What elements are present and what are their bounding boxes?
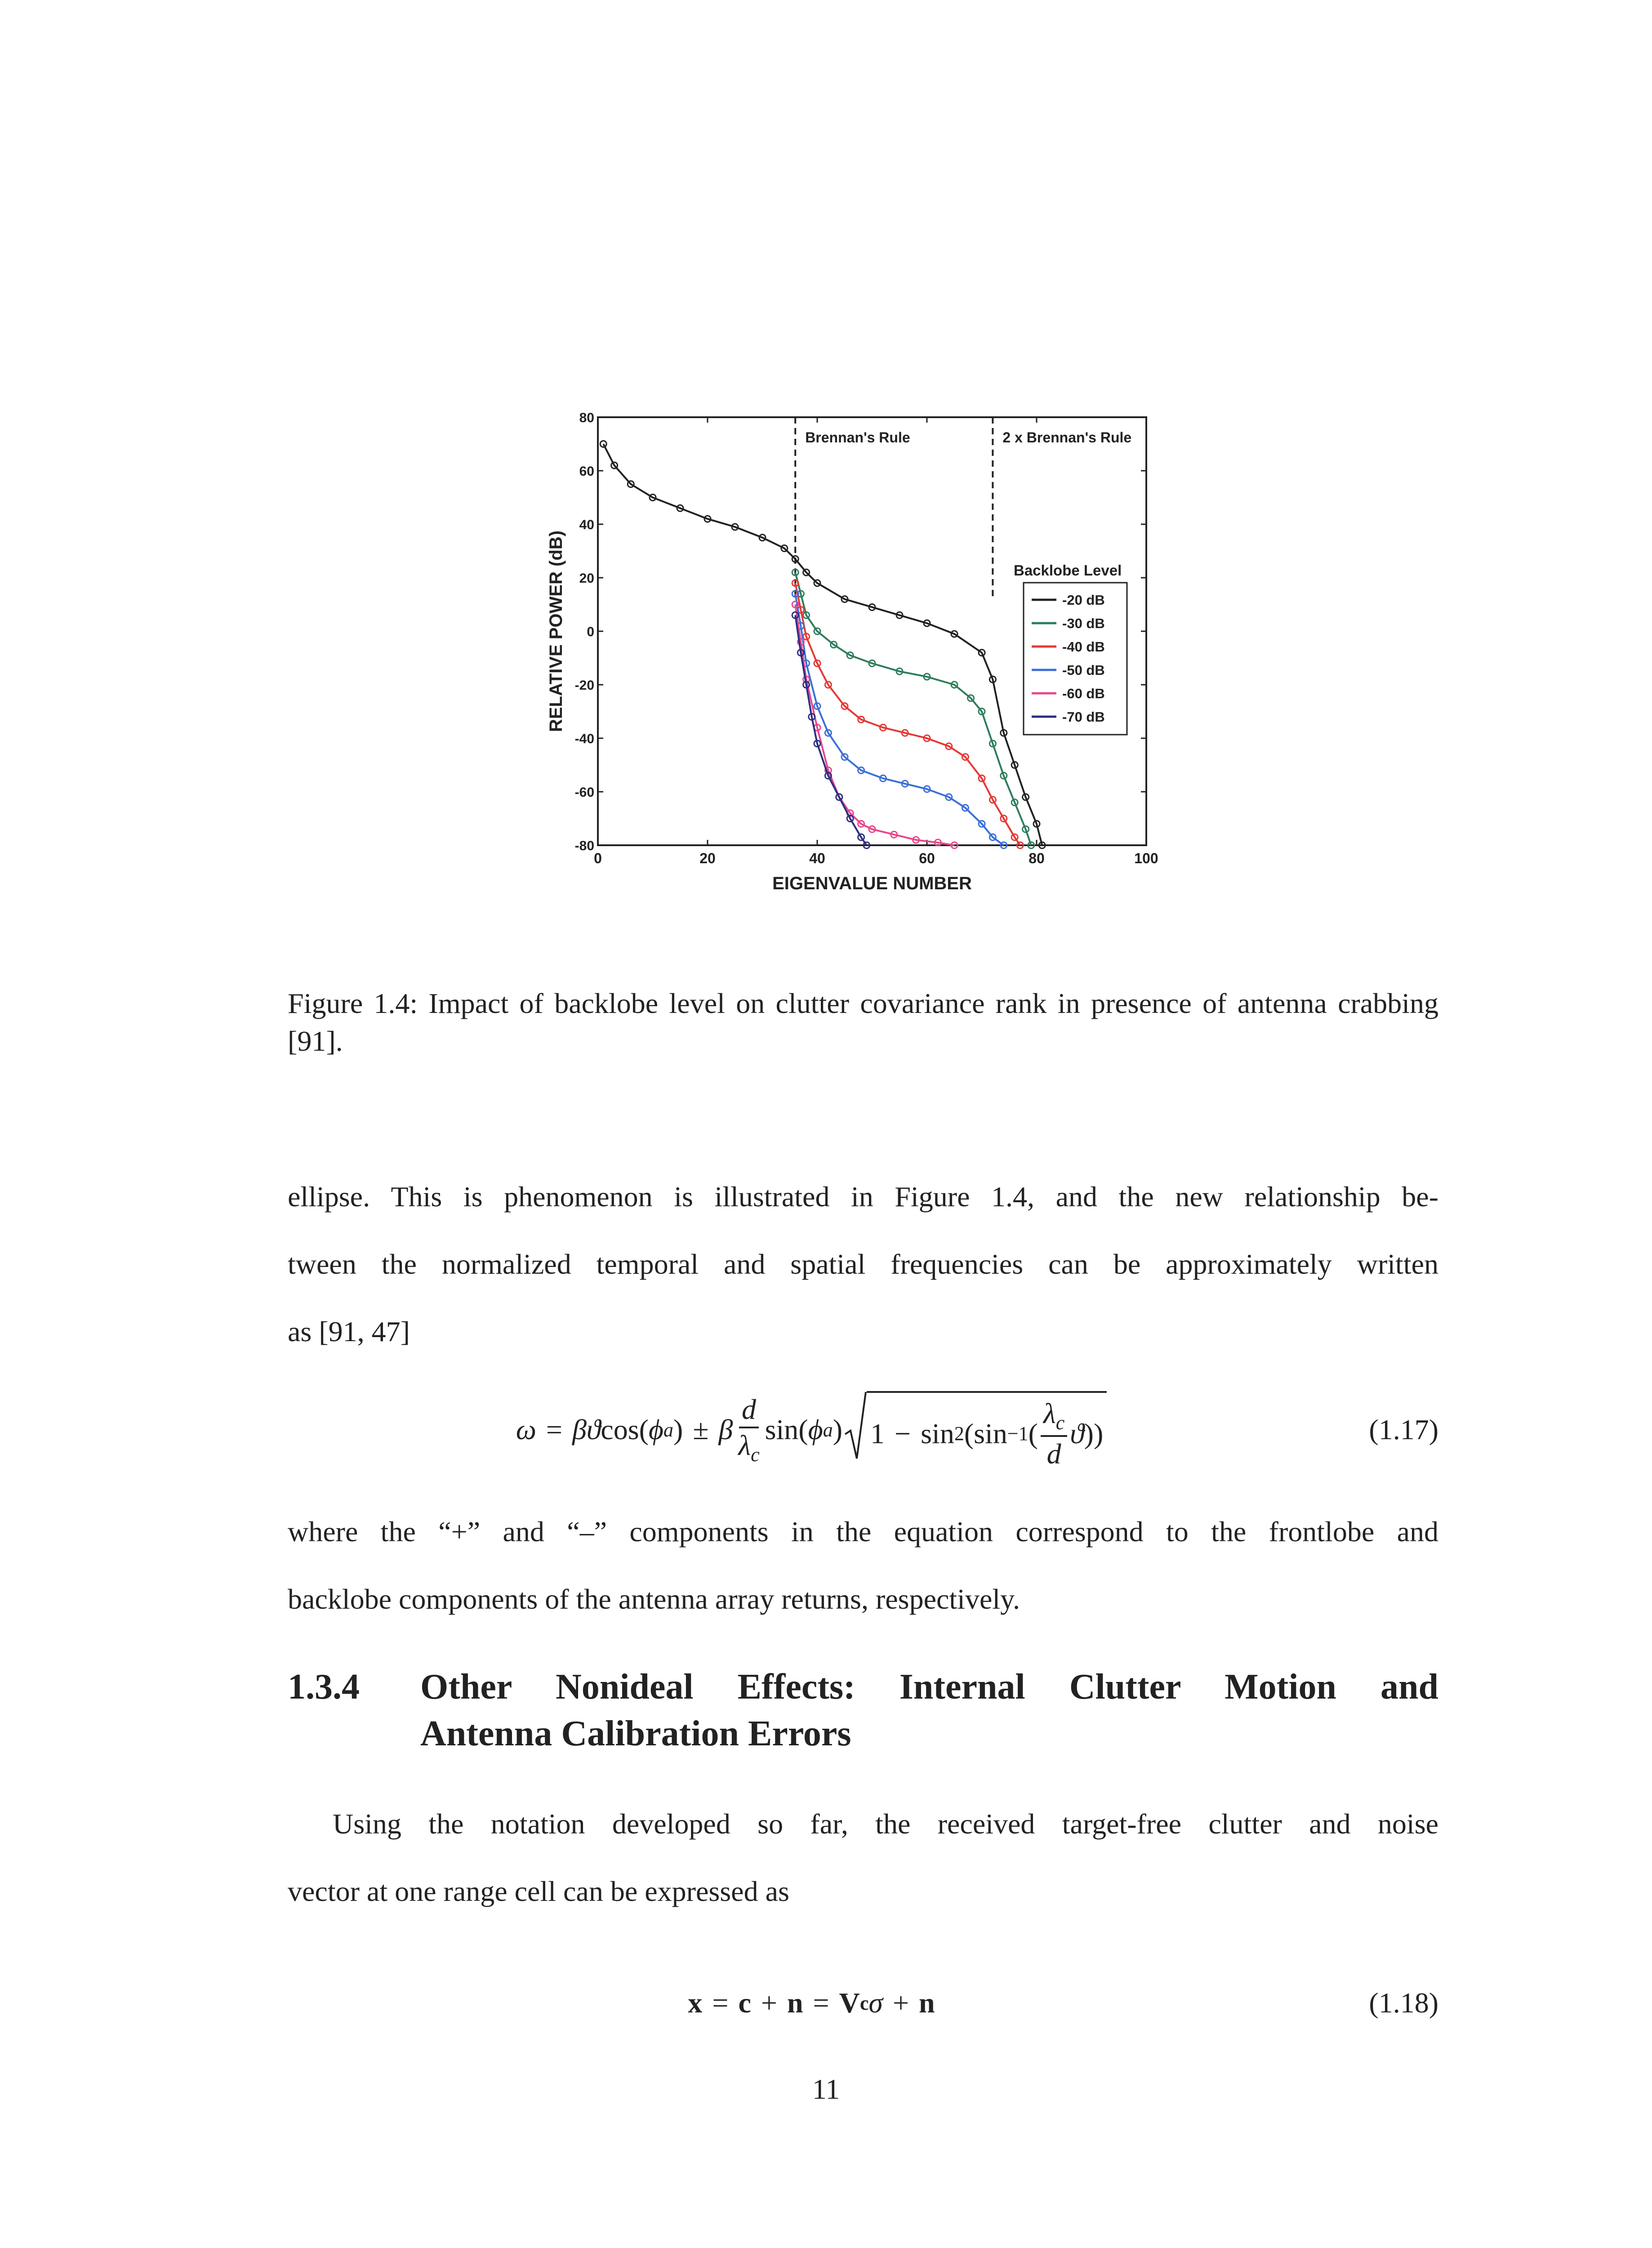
y-tick-label: 40 (579, 517, 594, 532)
lambda-symbol: λ (738, 1429, 751, 1461)
legend-entry: -20 dB (1062, 592, 1105, 608)
subscript-c: c (751, 1443, 760, 1466)
x-tick-label: 80 (1029, 850, 1045, 866)
close-paren: ) (833, 1414, 843, 1445)
subscript-c: c (859, 1992, 869, 2014)
rule-annotation-label: Brennan's Rule (805, 429, 910, 446)
subscript-a: a (823, 1418, 833, 1441)
paragraph-2 (288, 1513, 1438, 1618)
data-point (600, 441, 606, 447)
rule-annotation-label: 2 x Brennan's Rule (1002, 429, 1132, 446)
vector-x: x (688, 1987, 703, 2019)
legend-entry: -50 dB (1062, 662, 1105, 678)
fraction-lambda-over-d (1041, 1399, 1067, 1469)
y-tick-label: -20 (574, 678, 594, 693)
x-tick-label: 0 (594, 850, 602, 866)
y-tick-label: 60 (579, 464, 594, 479)
matrix-v: V (839, 1987, 860, 2019)
vector-n: n (787, 1987, 803, 2019)
superscript-minus-1: −1 (1007, 1423, 1029, 1445)
equation-body (288, 1385, 1335, 1475)
theta-symbol: ϑ (1070, 1417, 1084, 1450)
paragraph-line: tween the normalized temporal and spatial frequencies can be approximately written (288, 1248, 1438, 1280)
plus-minus-sign: ± (693, 1414, 709, 1445)
y-tick-label: 0 (587, 624, 594, 639)
series-line (795, 615, 867, 845)
radical-sign (844, 1391, 867, 1463)
minus-sign: − (895, 1417, 911, 1450)
sigma-symbol: σ (868, 1987, 883, 2019)
beta-symbol: β (572, 1414, 587, 1445)
y-tick-label: 20 (579, 571, 594, 586)
legend-entry: -60 dB (1062, 686, 1105, 701)
legend-entry: -40 dB (1062, 639, 1105, 655)
eigenvalue-chart (548, 405, 1187, 904)
section-title (420, 1664, 1438, 1757)
equation-number: (1.17) (1369, 1414, 1438, 1445)
y-axis-label: RELATIVE POWER (dB) (546, 530, 566, 732)
series-line (795, 594, 1004, 845)
x-tick-label: 100 (1134, 850, 1158, 866)
radicand (867, 1391, 1107, 1469)
theta-symbol: ϑ (586, 1414, 601, 1445)
y-tick-label: -60 (574, 785, 594, 800)
paragraph-1 (288, 1178, 1438, 1351)
fraction-numerator: d (739, 1395, 759, 1428)
fraction-numerator (1041, 1399, 1067, 1437)
cos-function: cos( (601, 1414, 649, 1445)
figure-caption: Figure 1.4: Impact of backlobe level on clutter covariance rank in presence of antenna crabbing [91]. (288, 987, 1438, 1057)
plus-sign: + (892, 1987, 909, 2019)
plus-sign: + (761, 1987, 777, 2019)
section-number: 1.3.4 (288, 1667, 360, 1707)
omega-symbol: ω (516, 1414, 536, 1445)
equation-1-18 (288, 1978, 1438, 2028)
equals-sign: = (813, 1987, 829, 2019)
fraction-denominator: d (1046, 1438, 1061, 1470)
series-line (795, 583, 1020, 845)
vector-n: n (919, 1987, 935, 2019)
x-tick-label: 60 (919, 850, 935, 866)
section-title-line: Other Nonideal Effects: Internal Clutter Motion and (420, 1667, 1438, 1707)
x-tick-label: 20 (699, 850, 716, 866)
equals-sign: = (546, 1414, 563, 1445)
legend-title: Backlobe Level (1014, 562, 1122, 579)
beta-symbol: β (718, 1414, 733, 1445)
y-tick-label: 80 (579, 410, 594, 425)
subscript-c: c (1055, 1411, 1065, 1434)
phi-symbol: ϕ (808, 1414, 823, 1445)
subscript-a: a (663, 1418, 674, 1441)
lambda-symbol: λ (1043, 1397, 1056, 1429)
close-parens: )) (1084, 1417, 1104, 1450)
paragraph-line: ellipse. This is phenomenon is illustrated in Figure 1.4, and the new relationship be- (288, 1181, 1438, 1213)
one-digit: 1 (870, 1417, 885, 1450)
paragraph-line: vector at one range cell can be expressed as (288, 1875, 789, 1907)
fraction-denominator (735, 1428, 762, 1465)
legend-entry: -70 dB (1062, 709, 1105, 725)
paragraph-3 (288, 1805, 1438, 1910)
paragraph-line: where the “+” and “–” components in the equation correspond to the frontlobe and (288, 1516, 1438, 1548)
equation-body (288, 1978, 1335, 2028)
close-paren: ) (673, 1414, 683, 1445)
legend-entry: -30 dB (1062, 616, 1105, 631)
phi-symbol: ϕ (648, 1414, 664, 1445)
y-tick-label: -80 (574, 839, 594, 853)
equation-number: (1.18) (1369, 1987, 1438, 2019)
paragraph-line: as [91, 47] (288, 1316, 410, 1347)
open-paren: ( (1028, 1417, 1038, 1450)
series-line (603, 444, 1042, 846)
sin-function: sin (921, 1417, 954, 1450)
paragraph-line: Using the notation developed so far, the received target-free clutter and noise (333, 1808, 1438, 1840)
x-axis-label: EIGENVALUE NUMBER (772, 874, 972, 893)
fraction-d-over-lambda (735, 1395, 762, 1465)
section-heading (288, 1664, 1438, 1757)
equals-sign: = (712, 1987, 729, 2019)
superscript-2: 2 (954, 1423, 964, 1445)
paragraph-line: backlobe components of the antenna array returns, respectively. (288, 1583, 1020, 1615)
equation-1-17 (288, 1385, 1438, 1475)
vector-c: c (738, 1987, 751, 2019)
square-root (844, 1391, 1107, 1469)
page-number: 11 (812, 2073, 840, 2105)
x-tick-label: 40 (809, 850, 825, 866)
section-title-line: Antenna Calibration Errors (420, 1714, 851, 1753)
sin-function: sin( (765, 1414, 808, 1445)
arcsin-function: (sin (964, 1417, 1007, 1450)
y-tick-label: -40 (574, 731, 594, 746)
